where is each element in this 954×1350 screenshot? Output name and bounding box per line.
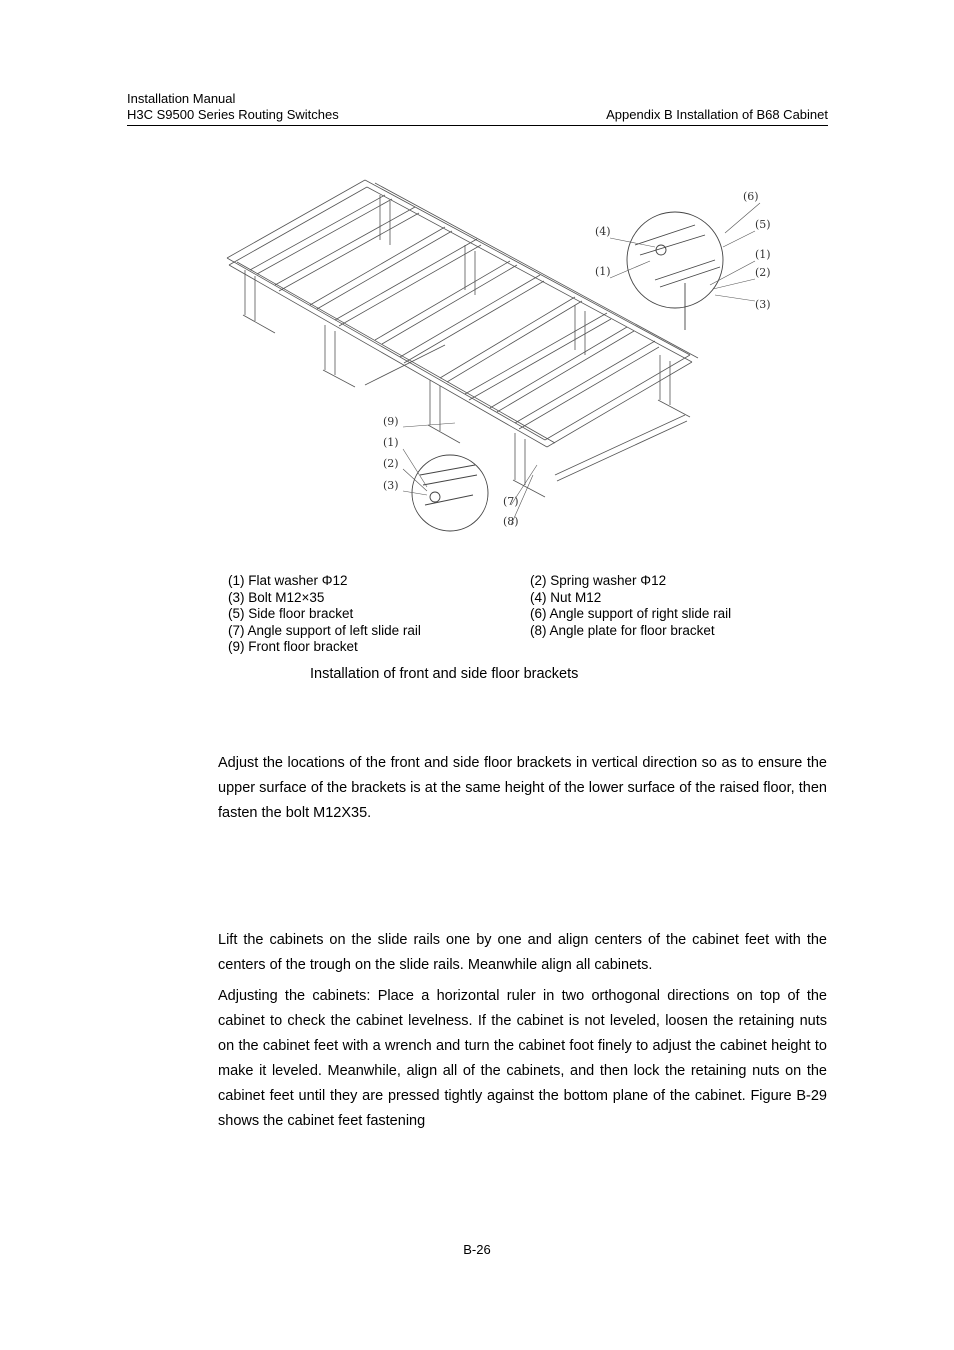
figure-caption: Installation of front and side floor brackets xyxy=(310,666,579,682)
callout-5: (5) xyxy=(755,218,771,231)
leader-lines xyxy=(403,203,760,525)
floor-bracket-diagram xyxy=(215,175,785,535)
figure-legend xyxy=(228,573,788,656)
legend-row xyxy=(228,590,788,607)
legend-row xyxy=(228,623,788,640)
callout-1-right: (1) xyxy=(755,248,771,261)
callout-4: (4) xyxy=(595,225,611,238)
legend-item: (3) Bolt M12×35 xyxy=(228,589,325,605)
callout-6: (6) xyxy=(743,190,759,203)
callout-3-left: (3) xyxy=(383,479,399,492)
callout-3-right: (3) xyxy=(755,298,771,311)
legend-item: (1) Flat washer Φ12 xyxy=(228,573,348,588)
callout-2-right: (2) xyxy=(755,266,771,279)
manual-title: Installation Manual xyxy=(127,91,236,106)
legend-item: (2) Spring washer Φ12 xyxy=(530,573,667,588)
legend-row xyxy=(228,573,788,590)
callout-8: (8) xyxy=(503,515,519,528)
page-header xyxy=(127,90,828,126)
paragraph-adjust-brackets: Adjust the locations of the front and side floor brackets in vertical direction so as to ensure the upper surface of the brackets is at the same height of the lower surface of the raised floor, then fasten the bolt M12X35. xyxy=(218,755,827,821)
callout-9: (9) xyxy=(383,415,399,428)
legend-item: (4) Nut M12 xyxy=(530,589,602,605)
callout-2-left: (2) xyxy=(383,457,399,470)
paragraph-lift-cabinets: Lift the cabinets on the slide rails one by one and align centers of the cabinet feet with the centers of the trough on the slide rails. Meanwhile align all cabinets. xyxy=(218,932,827,973)
legend-row xyxy=(228,606,788,623)
legend-row xyxy=(228,639,788,656)
callout-labels xyxy=(383,190,771,528)
callout-7: (7) xyxy=(503,495,519,508)
product-name: H3C S9500 Series Routing Switches xyxy=(127,107,339,122)
legend-item: (9) Front floor bracket xyxy=(228,639,358,654)
legend-item: (7) Angle support of left slide rail xyxy=(228,622,421,638)
rail-frame xyxy=(227,180,698,497)
section-title: Appendix B Installation of B68 Cabinet xyxy=(606,107,828,122)
legend-item: (5) Side floor bracket xyxy=(228,606,354,621)
callout-1-left: (1) xyxy=(383,436,399,449)
legend-item: (8) Angle plate for floor bracket xyxy=(530,622,715,638)
paragraph-adjusting-cabinets: Adjusting the cabinets: Place a horizontal ruler in two orthogonal directions on top of the cabinet to check the cabinet levelness. If the cabinet is not leveled, loosen the retaining nuts on the cabinet feet with a wrench and turn the cabinet foot finely to adjust the cabinet height to make it leveled. Meanwhile, align all of the cabinets, and then lock the retaining nuts on the cabinet feet until they are pressed tightly against the bottom plane of the cabinet. Figure B-29 shows the cabinet feet fastening xyxy=(218,988,827,1129)
callout-1-right-top: (1) xyxy=(595,265,611,278)
page-number: B-26 xyxy=(463,1242,491,1257)
legend-item: (6) Angle support of right slide rail xyxy=(530,606,732,621)
